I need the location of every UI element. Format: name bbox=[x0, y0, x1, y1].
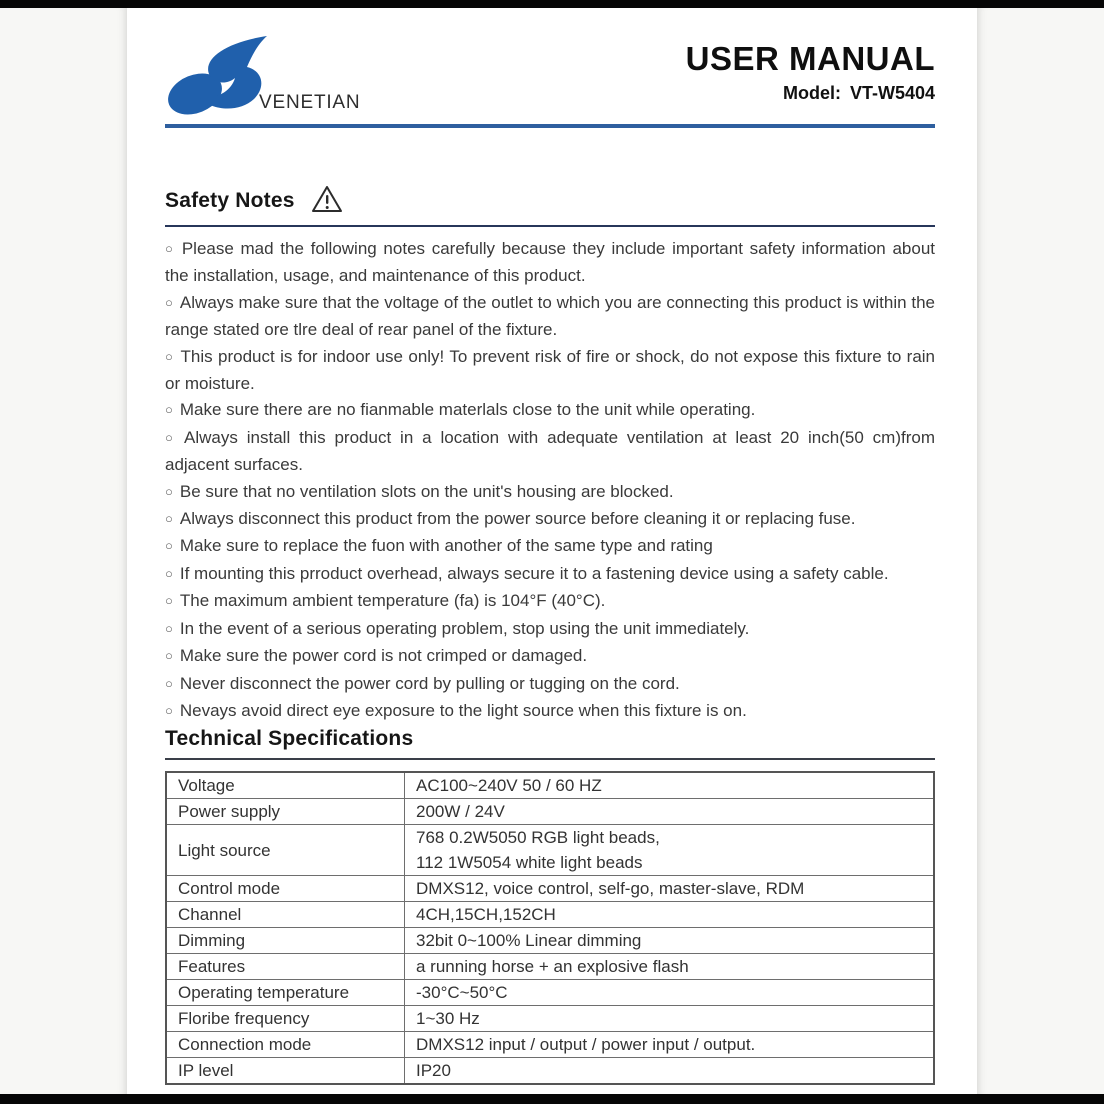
safety-note bbox=[165, 698, 935, 725]
safety-divider bbox=[165, 225, 935, 227]
note-text: Make sure to replace the fuon with another of the same type and rating bbox=[179, 536, 713, 556]
safety-note bbox=[165, 425, 935, 479]
spec-label: IP level bbox=[166, 1058, 405, 1085]
note-text: Always install this product in a location with adequate ventilation at least 20 inch(50 cm)from adjacent surfaces. bbox=[165, 427, 935, 475]
spec-label: Operating temperature bbox=[166, 980, 405, 1006]
spec-label: Features bbox=[166, 954, 405, 980]
venetian-logo-icon bbox=[165, 34, 269, 123]
note-text: Never disconnect the power cord by pulling or tugging on the cord. bbox=[179, 673, 680, 693]
spec-row bbox=[166, 799, 934, 825]
spec-row bbox=[166, 1032, 934, 1058]
bullet-icon: ○ bbox=[165, 241, 175, 256]
brand-name: VENETIAN bbox=[259, 92, 361, 113]
safety-note bbox=[165, 643, 935, 670]
manual-title: USER MANUAL bbox=[685, 40, 935, 77]
spec-value-line: 768 0.2W5050 RGB light beads, bbox=[416, 828, 660, 847]
spec-row bbox=[166, 1058, 934, 1085]
spec-value: 200W / 24V bbox=[405, 799, 935, 825]
spec-value: AC100~240V 50 / 60 HZ bbox=[405, 772, 935, 799]
spec-row bbox=[166, 902, 934, 928]
spec-label: Connection mode bbox=[166, 1032, 405, 1058]
note-text: Make sure the power cord is not crimped or damaged. bbox=[179, 646, 588, 666]
spec-value: DMXS12 input / output / power input / output. bbox=[405, 1032, 935, 1058]
spec-label: Power supply bbox=[166, 799, 405, 825]
specs-section bbox=[165, 727, 935, 1085]
bullet-icon: ○ bbox=[165, 702, 173, 718]
note-text: Be sure that no ventilation slots on the unit's housing are blocked. bbox=[179, 481, 674, 501]
safety-note bbox=[165, 588, 935, 615]
spec-row bbox=[166, 928, 934, 954]
scan-bottom-bar bbox=[0, 1094, 1104, 1104]
spec-row bbox=[166, 772, 934, 799]
spec-value bbox=[405, 825, 935, 876]
warning-triangle-icon bbox=[311, 185, 343, 218]
bullet-icon: ○ bbox=[165, 402, 173, 418]
bullet-icon: ○ bbox=[165, 565, 173, 581]
safety-note bbox=[165, 290, 935, 344]
model-label: Model: bbox=[782, 83, 841, 103]
spec-label: Voltage bbox=[166, 772, 405, 799]
safety-note bbox=[165, 344, 935, 398]
bullet-icon: ○ bbox=[165, 294, 173, 310]
spec-label: Light source bbox=[166, 825, 405, 876]
safety-heading-row bbox=[165, 189, 935, 218]
model-line bbox=[686, 83, 935, 104]
spec-row bbox=[166, 954, 934, 980]
safety-note bbox=[165, 506, 935, 533]
specs-table bbox=[165, 771, 935, 1085]
specs-heading: Technical Specifications bbox=[165, 727, 414, 750]
note-text: Please mad the following notes carefully because they include important safety information about the installation, usage, and maintenance of this product. bbox=[165, 239, 935, 286]
spec-value: 4CH,15CH,152CH bbox=[405, 902, 935, 928]
note-text: This product is for indoor use only! To prevent risk of fire or shock, do not expose this fixture to rain or moisture. bbox=[165, 346, 936, 394]
safety-note bbox=[165, 397, 935, 424]
note-text: Always disconnect this product from the power source before cleaning it or replacing fuse. bbox=[179, 509, 856, 529]
scan-top-bar bbox=[0, 0, 1104, 8]
note-text: Always make sure that the voltage of the outlet to which you are connecting this product is within the range stated ore tlre deal of rear panel of the fixture. bbox=[165, 292, 935, 340]
safety-note bbox=[165, 561, 935, 588]
spec-row bbox=[166, 825, 934, 876]
model-value: VT-W5404 bbox=[849, 83, 935, 103]
specs-heading-row bbox=[165, 727, 935, 751]
bullet-icon: ○ bbox=[165, 429, 178, 445]
note-text: Make sure there are no fianmable materlals close to the unit while operating. bbox=[179, 400, 756, 420]
spec-value: IP20 bbox=[405, 1058, 935, 1085]
safety-heading: Safety Notes bbox=[165, 189, 295, 212]
bullet-icon: ○ bbox=[165, 620, 173, 636]
scan-left-margin bbox=[0, 8, 127, 1094]
spec-value: -30°C~50°C bbox=[405, 980, 935, 1006]
note-text: The maximum ambient temperature (fa) is 104°F (40°C). bbox=[179, 591, 606, 611]
bullet-icon: ○ bbox=[165, 511, 173, 527]
bullet-icon: ○ bbox=[165, 538, 173, 554]
spec-label: Floribe frequency bbox=[166, 1006, 405, 1032]
header bbox=[165, 8, 935, 124]
note-text: Nevays avoid direct eye exposure to the light source when this fixture is on. bbox=[179, 700, 747, 720]
spec-value: 1~30 Hz bbox=[405, 1006, 935, 1032]
spec-label: Control mode bbox=[166, 876, 405, 902]
bullet-icon: ○ bbox=[165, 483, 173, 499]
safety-note bbox=[165, 479, 935, 506]
safety-note bbox=[165, 533, 935, 560]
bullet-icon: ○ bbox=[165, 593, 173, 609]
header-divider bbox=[165, 124, 935, 128]
spec-value: DMXS12, voice control, self-go, master-slave, RDM bbox=[405, 876, 935, 902]
bullet-icon: ○ bbox=[165, 348, 174, 364]
spec-row bbox=[166, 876, 934, 902]
safety-note bbox=[165, 671, 935, 698]
specs-divider bbox=[165, 758, 935, 760]
spec-value: 32bit 0~100% Linear dimming bbox=[405, 928, 935, 954]
spec-value-line: 112 1W5054 white light beads bbox=[416, 853, 643, 872]
note-text: If mounting this prroduct overhead, always secure it to a fastening device using a safety cable. bbox=[179, 563, 889, 583]
spec-label: Dimming bbox=[166, 928, 405, 954]
safety-notes-list bbox=[165, 236, 935, 725]
spec-label: Channel bbox=[166, 902, 405, 928]
spec-row bbox=[166, 1006, 934, 1032]
scan-right-margin bbox=[977, 8, 1104, 1094]
safety-note bbox=[165, 236, 935, 290]
safety-note bbox=[165, 616, 935, 643]
title-block bbox=[686, 42, 935, 104]
spec-row bbox=[166, 980, 934, 1006]
bullet-icon: ○ bbox=[165, 675, 173, 691]
note-text: In the event of a serious operating problem, stop using the unit immediately. bbox=[179, 618, 750, 638]
bullet-icon: ○ bbox=[165, 648, 173, 664]
spec-value: a running horse + an explosive flash bbox=[405, 954, 935, 980]
page-content bbox=[165, 8, 936, 1080]
safety-section bbox=[165, 189, 935, 725]
